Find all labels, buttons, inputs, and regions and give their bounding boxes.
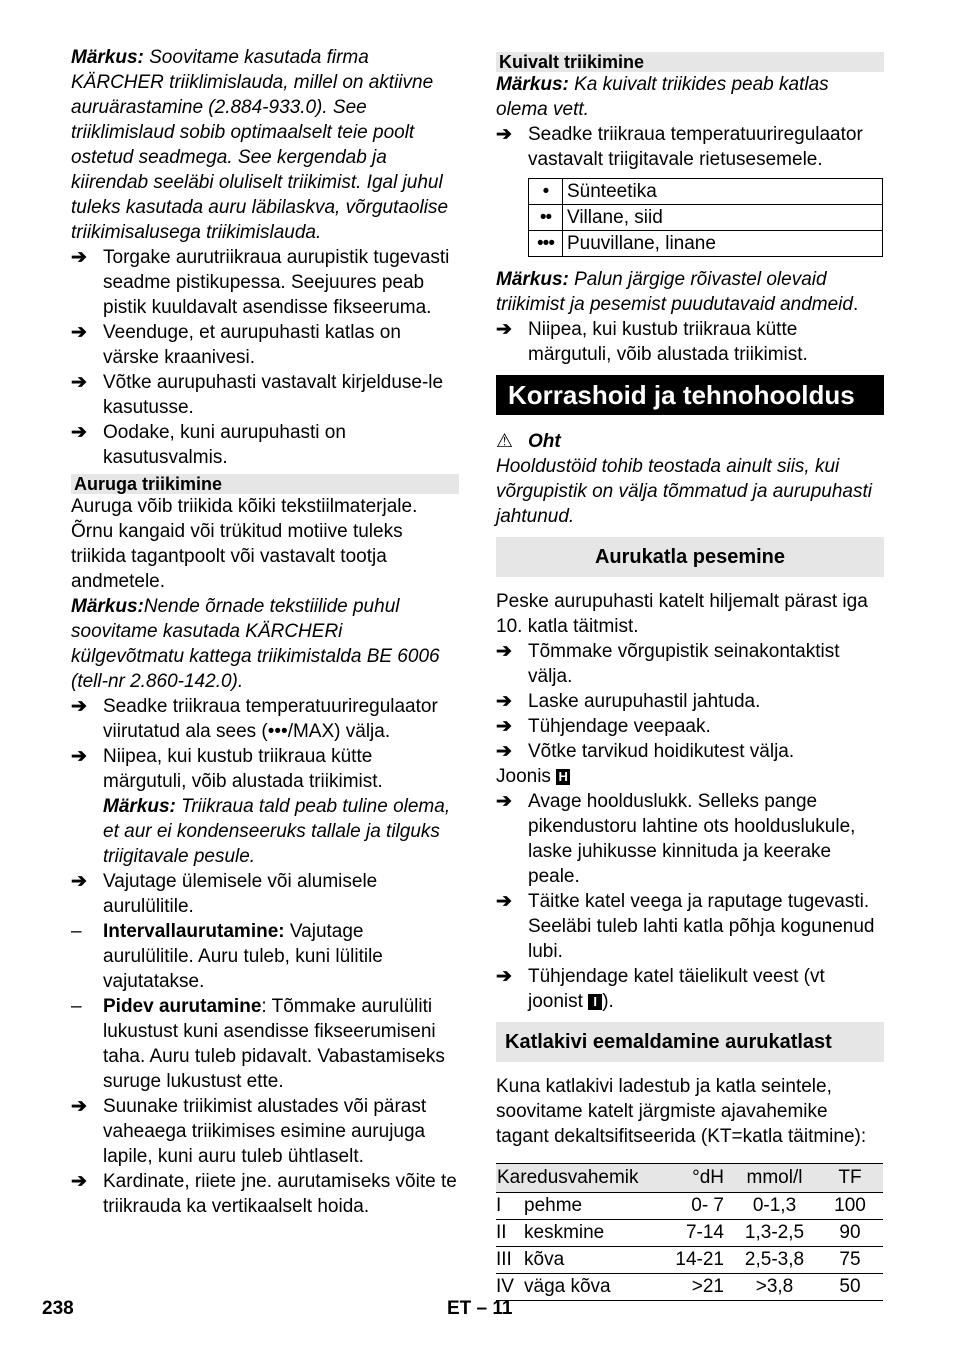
section-dry-ironing: Kuivalt triikimine (496, 52, 884, 72)
step-check-water: ➔ Veenduge, et aurupuhasti katlas on värske kraanivesi. (71, 320, 459, 370)
temperature-levels-table (528, 178, 883, 257)
table-row: • Sünteetika (529, 179, 883, 205)
note-ironing-board: Märkus: Soovitame kasutada firma KÄRCHER triiklimislauda, millel on aktiivne auruärastamine (2.884-933.0). See triiklimislaud sobib optimaalselt teie poolt ostetud seadmega. See kergendab ja kiirendab seeläbi oluliselt triikimist. Igal juhul tuleks kasutada auru läbilaskva, võrgutaolise triikimisalusega triikimislauda. (71, 47, 449, 243)
right-column (496, 45, 884, 1301)
section-descaling: Katlakivi eemaldamine aurukatlast (496, 1022, 884, 1062)
step-wait-ready: ➔ Oodake, kuni aurupuhasti on kasutusvalmis. (71, 420, 459, 470)
step-start-device: ➔ Võtke aurupuhasti vastavalt kirjelduse-le kasutusse. (71, 370, 459, 420)
step-vertical: ➔ Kardinate, riiete jne. aurutamiseks võite te triikrauda ka vertikaalselt hoida. (71, 1169, 459, 1219)
figure-ref: Joonis H (496, 764, 884, 789)
step-temp-set: ➔ Seadke triikraua temperatuuriregulaator viirutatud ala sees (•••/MAX) välja. (71, 694, 459, 744)
wash-step: ➔ Avage hoolduslukk. Selleks pange pikendustoru lahtine ots hoolduslukule, laske juhikusse kinnituda ja keerake peale. (496, 789, 884, 889)
step-press-switch: ➔ Vajutage ülemisele või alumisele aurulülitile. (71, 869, 459, 919)
wash-step: ➔ Võtke tarvikud hoidikutest välja. (496, 739, 884, 764)
table-row: I pehme 0- 7 0-1,3 100 (496, 1193, 883, 1220)
wash-step: ➔ Laske aurupuhastil jahtuda. (496, 689, 884, 714)
wash-text: Peske aurupuhasti katelt hiljemalt pärast iga 10. katla täitmist. (496, 591, 868, 637)
section-steam-ironing: Auruga triikimine (71, 474, 459, 494)
step-light-off: ➔ Niipea, kui kustub triikraua kütte märgutuli, võib alustada triikimist. (71, 744, 459, 794)
table-row: •• Villane, siid (529, 205, 883, 231)
note-sole-hot: Märkus: Triikraua tald peab tuline olema, et aur ei kondenseeruks tallale ja tilguks triigitavale pesule. (103, 796, 451, 867)
page-number: 238 (42, 1298, 74, 1319)
wash-step: ➔ Tühjendage veepaak. (496, 714, 884, 739)
scale-text: Kuna katlakivi ladestub ja katla seintele, soovitame katelt järgmiste ajavahemike tagant dekaltsifitseerida (KT=katla täitmine): (496, 1076, 867, 1147)
wash-step: ➔ Täitke katel veega ja raputage tugevasti. Seeläbi tuleb lahti katla põhja kogunenud lubi. (496, 889, 884, 964)
table-row: III kõva 14-21 2,5-3,8 75 (496, 1247, 883, 1274)
figure-h-icon: H (556, 769, 570, 785)
steam-text: Auruga võib triikida kõiki tekstiilmaterjale. Õrnu kangaid või trükitud motiive tuleks triikida tagantpoolt või vastavalt tootja andmetele. (71, 496, 418, 592)
wash-step: ➔ Tõmmake võrgupistik seinakontaktist välja. (496, 639, 884, 689)
warning-icon: ⚠ (496, 431, 514, 452)
step-temp-set-dry: ➔ Seadke triikraua temperatuuriregulaator vastavalt triigitavale rietusesemele. (496, 122, 884, 172)
figure-i-icon: I (588, 994, 602, 1010)
heading-maintenance: Korrashoid ja tehnohooldus (496, 375, 884, 415)
dash-interval-steam: – Intervallaurutamine: Vajutage aurulülitile. Auru tuleb, kuni lülitile vajutatakse. (71, 919, 459, 994)
step-light-off-dry: ➔ Niipea, kui kustub triikraua kütte märgutuli, võib alustada triikimist. (496, 317, 884, 367)
danger-text: Hooldustöid tohib teostada ainult siis, kui võrgupistik on välja tõmmatud ja aurupuhasti jahtunud. (496, 456, 872, 527)
hardness-table (496, 1163, 883, 1301)
table-row: ••• Puuvillane, linane (529, 231, 883, 257)
note-garment-labels: Märkus: Palun järgige rõivastel olevaid triikimist ja pesemist puudutavaid andmeid. (496, 269, 859, 315)
step-direct-steam: ➔ Suunake triikimist alustades või pärast vaheaega triikimises esimine aurujuga lapile, kuni auru tuleb ühtlaselt. (71, 1094, 459, 1169)
danger-heading: ⚠ Oht (496, 431, 561, 452)
section-boiler-wash: Aurukatla pesemine (496, 537, 884, 577)
left-column (71, 45, 459, 1219)
table-row: IV väga kõva >21 >3,8 50 (496, 1274, 883, 1301)
step-plug-in: ➔ Torgake aurutriikraua aurupistik tugevasti seadme pistikupessa. Seejuures peab pistik kuuldavalt asendisse fikseeruma. (71, 245, 459, 320)
table-row: II keskmine 7-14 1,3-2,5 90 (496, 1220, 883, 1247)
footer-language-page: ET – 11 (447, 1298, 513, 1319)
table-header-row: Karedusvahemik °dH mmol/l TF (496, 1164, 883, 1193)
note-delicate: Märkus:Nende õrnade tekstiilide puhul soovitame kasutada KÄRCHERi külgevõtmatu kattega triikimistalda BE 6006 (tell-nr 2.860-142.0). (71, 596, 440, 692)
wash-step-empty: ➔ Tühjendage katel täielikult veest (vt joonist I ). (496, 964, 884, 1014)
note-dry-water: Märkus: Ka kuivalt triikides peab katlas olema vett. (496, 74, 829, 120)
dash-continuous-steam: – Pidev aurutamine: Tõmmake aurulüliti lukustust kuni asendisse fikseerumiseni taha. Auru tuleb pidavalt. Vabastamiseks suruge lukustust ette. (71, 994, 459, 1094)
